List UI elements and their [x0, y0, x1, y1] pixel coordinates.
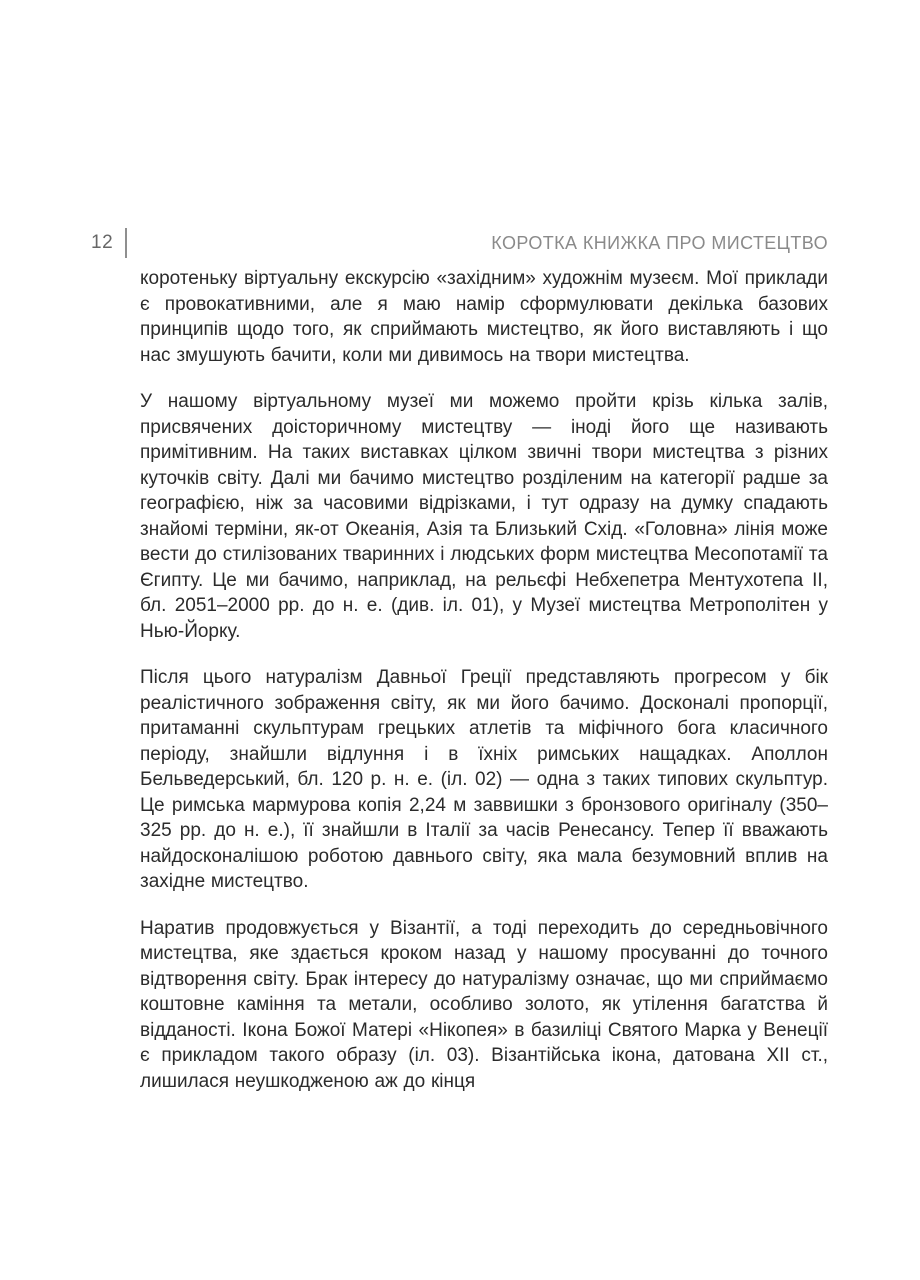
- page-header: [91, 228, 828, 258]
- page-number: 12: [91, 232, 114, 253]
- paragraph: У нашому віртуальному музеї ми можемо пройти крізь кілька залів, присвячених доісторичному мистецтву — іноді його ще називають примітивним. На таких виставках цілком звичні твори мистецтва з різних куточків світу. Далі ми бачимо мистецтво розділеним на категорії радше за географією, ніж за часовими відрізками, і тут одразу на думку спадають знайомі терміни, як-от Океанія, Азія та Близький Схід. «Головна» лінія може вести до стилізованих тваринних і людських форм мистецтва Месопотамії та Єгипту. Це ми бачимо, наприклад, на рельєфі Небхепетра Ментухотепа II, бл. 2051–2000 рр. до н. е. (див. іл. 01), у Музеї мистецтва Метрополітен у Нью-Йорку.: [140, 391, 828, 642]
- paragraph: Після цього натуралізм Давньої Греції представляють прогресом у бік реалістичного зображення світу, як ми його бачимо. Досконалі пропорції, притаманні скульптурам грецьких атлетів та міфічного бога класичного періоду, знайшли відлуння і в їхніх римських нащадках. Аполлон Бельведерський, бл. 120 р. н. е. (іл. 02) — одна з таких типових скульптур. Це римська мармурова копія 2,24 м заввишки з бронзового оригіналу (350–325 рр. до н. е.), її знайшли в Італії за часів Ренесансу. Тепер її вважають найдосконалішою роботою давнього світу, яка мала безумовний вплив на західне мистецтво.: [140, 667, 828, 892]
- paragraph: Наратив продовжується у Візантії, а тоді переходить до середньовічного мистецтва, яке здається кроком назад у нашому просуванні до точного відтворення світу. Брак інтересу до натуралізму означає, що ми сприймаємо коштовне каміння та метали, особливо золото, як утілення багатства й відданості. Ікона Божої Матері «Нікопея» в базиліці Святого Марка у Венеції є прикладом такого образу (іл. 03). Візантійська ікона, датована XII ст., лишилася неушкодженою аж до кінця: [140, 917, 828, 1092]
- running-title: КОРОТКА КНИЖКА ПРО МИСТЕЦТВО: [491, 232, 828, 253]
- paragraph: коротеньку віртуальну екскурсію «західним» художнім музеєм. Мої приклади є провокативними, але я маю намір сформулювати декілька базових принципів щодо того, як сприймають мистецтво, як його виставляють і що нас змушують бачити, коли ми дивимось на твори мистецтва.: [140, 268, 828, 366]
- body-text: [140, 266, 828, 1115]
- header-separator: [125, 228, 127, 258]
- page-number-group: [91, 228, 127, 258]
